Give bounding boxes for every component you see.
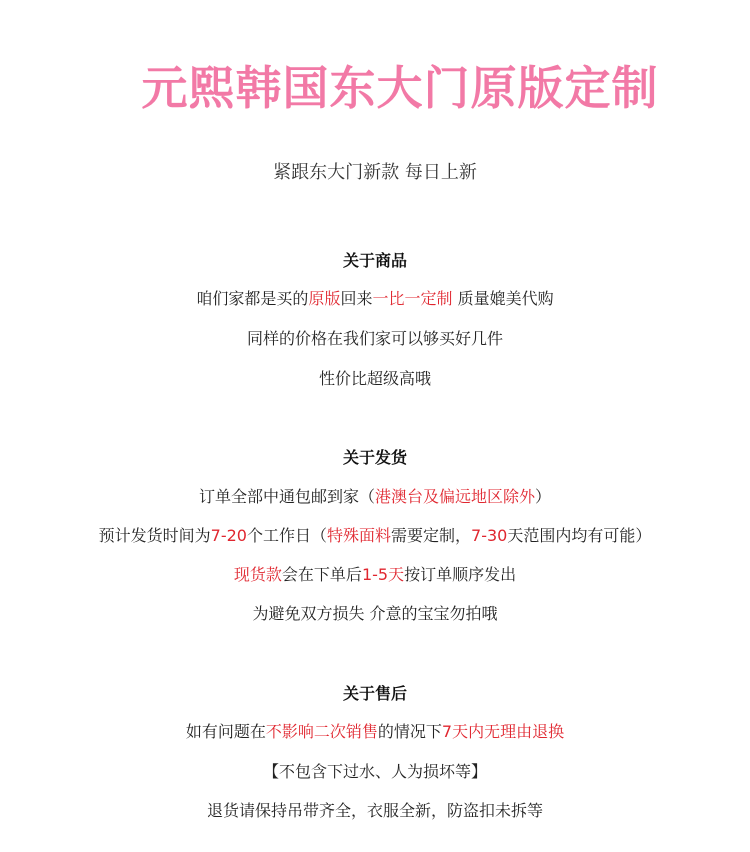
text-segment: 同样的价格在我们家可以够买好几件 (246, 329, 503, 348)
text-segment: 需要定制， (391, 526, 472, 545)
text-segment: 为避免双方损失 介意的宝宝勿拍哦 (252, 604, 498, 623)
text-segment: 预计发货时间为 (98, 526, 211, 545)
text-segment: 会在下单后 (281, 565, 362, 584)
highlight-segment: 7-30 (471, 526, 508, 545)
section-line (0, 601, 750, 624)
highlight-segment: 一比一定制 (372, 289, 453, 308)
text-segment: 个工作日（ (246, 526, 327, 545)
section-line (0, 562, 750, 585)
text-segment: 回来 (340, 289, 373, 308)
highlight-segment: 7天内无理由退换 (441, 722, 565, 741)
text-segment: 咱们家都是买的 (196, 289, 309, 308)
highlight-segment: 7-20 (210, 526, 247, 545)
highlight-segment: 港澳台及偏远地区除外 (374, 487, 535, 506)
text-segment: 订单全部中通包邮到家（ (198, 487, 375, 506)
section-line (0, 523, 750, 546)
section-line (0, 366, 750, 389)
section-heading-shipping: 关于发货 (342, 448, 407, 467)
text-segment: 天范围内均有可能） (507, 526, 652, 545)
section-line (0, 759, 750, 782)
text-segment: 的情况下 (377, 722, 442, 741)
highlight-segment: 不影响二次销售 (265, 722, 378, 741)
text-segment: 质量媲美代购 (452, 289, 554, 308)
text-segment: 如有问题在 (185, 722, 266, 741)
page-subtitle: 紧跟东大门新款 每日上新 (273, 162, 477, 183)
section-line (0, 286, 750, 309)
highlight-segment: 现货款 (233, 565, 282, 584)
text-segment: ） (535, 487, 552, 506)
highlight-segment: 原版 (308, 289, 341, 308)
highlight-segment: 特殊面料 (326, 526, 391, 545)
section-line (0, 484, 750, 507)
section-heading-product: 关于商品 (342, 251, 407, 270)
section-line (0, 326, 750, 349)
highlight-segment: 1-5天 (361, 565, 405, 584)
section-heading-after-sales: 关于售后 (342, 684, 407, 703)
text-segment: 【不包含下过水、人为损坏等】 (262, 762, 487, 781)
text-segment: 按订单顺序发出 (404, 565, 517, 584)
text-segment: 性价比超级高哦 (318, 369, 431, 388)
text-segment: 退货请保持吊带齐全，衣服全新，防盗扣未拆等 (206, 801, 543, 820)
page-title: 元熙韩国东大门原版定制 (141, 61, 659, 115)
section-line (0, 798, 750, 821)
section-line (0, 719, 750, 742)
